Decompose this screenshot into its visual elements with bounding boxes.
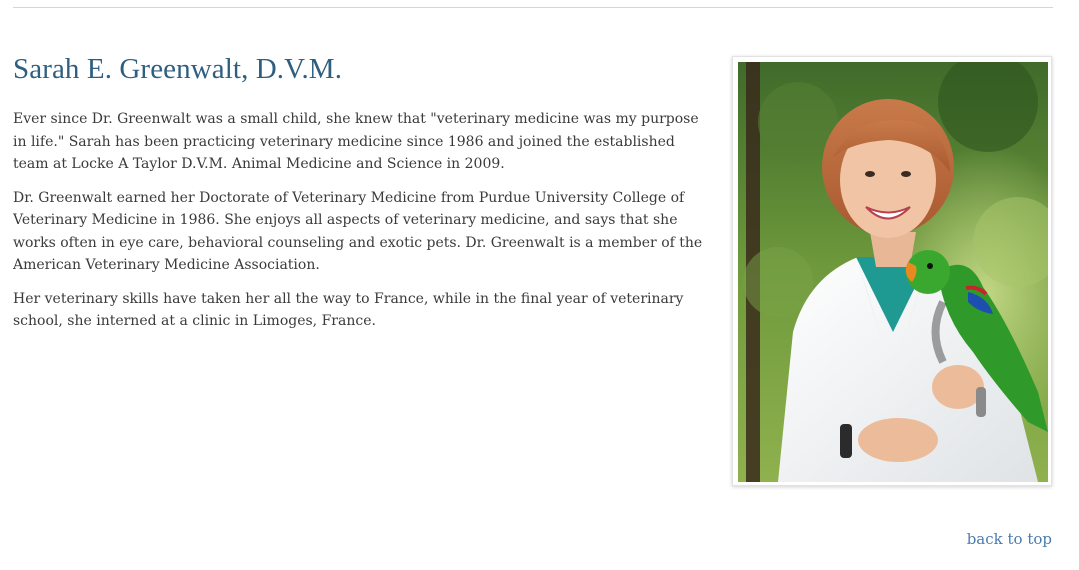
top-divider: [13, 7, 1053, 8]
doctor-photo-frame: [732, 56, 1052, 486]
bio-paragraph-2: Dr. Greenwalt earned her Doctorate of Veterinary Medicine from Purdue University College of Veterinary Medicine in 1986. She enjoys all aspects of veterinary medicine, and says that she works often in eye care, behavioral counseling and exotic pets. Dr. Greenwalt is a member of the American Veterinary Medicine Association.: [13, 189, 703, 273]
bio-paragraph-3: Her veterinary skills have taken her all the way to France, while in the final year of veterinary school, she interned at a clinic in Limoges, France.: [13, 290, 684, 329]
bio-paragraph-1: Ever since Dr. Greenwalt was a small child, she knew that "veterinary medicine was my purpose in life." Sarah has been practicing veterinary medicine since 1986 and joined the established team at Locke A Taylor D.V.M. Animal Medicine and Science in 2009.: [13, 111, 699, 172]
back-to-top-link[interactable]: back to top: [966, 530, 1052, 548]
bio-section: [13, 52, 711, 344]
doctor-photo: [738, 62, 1048, 482]
doctor-name-heading: Sarah E. Greenwalt, D.V.M.: [13, 53, 343, 85]
